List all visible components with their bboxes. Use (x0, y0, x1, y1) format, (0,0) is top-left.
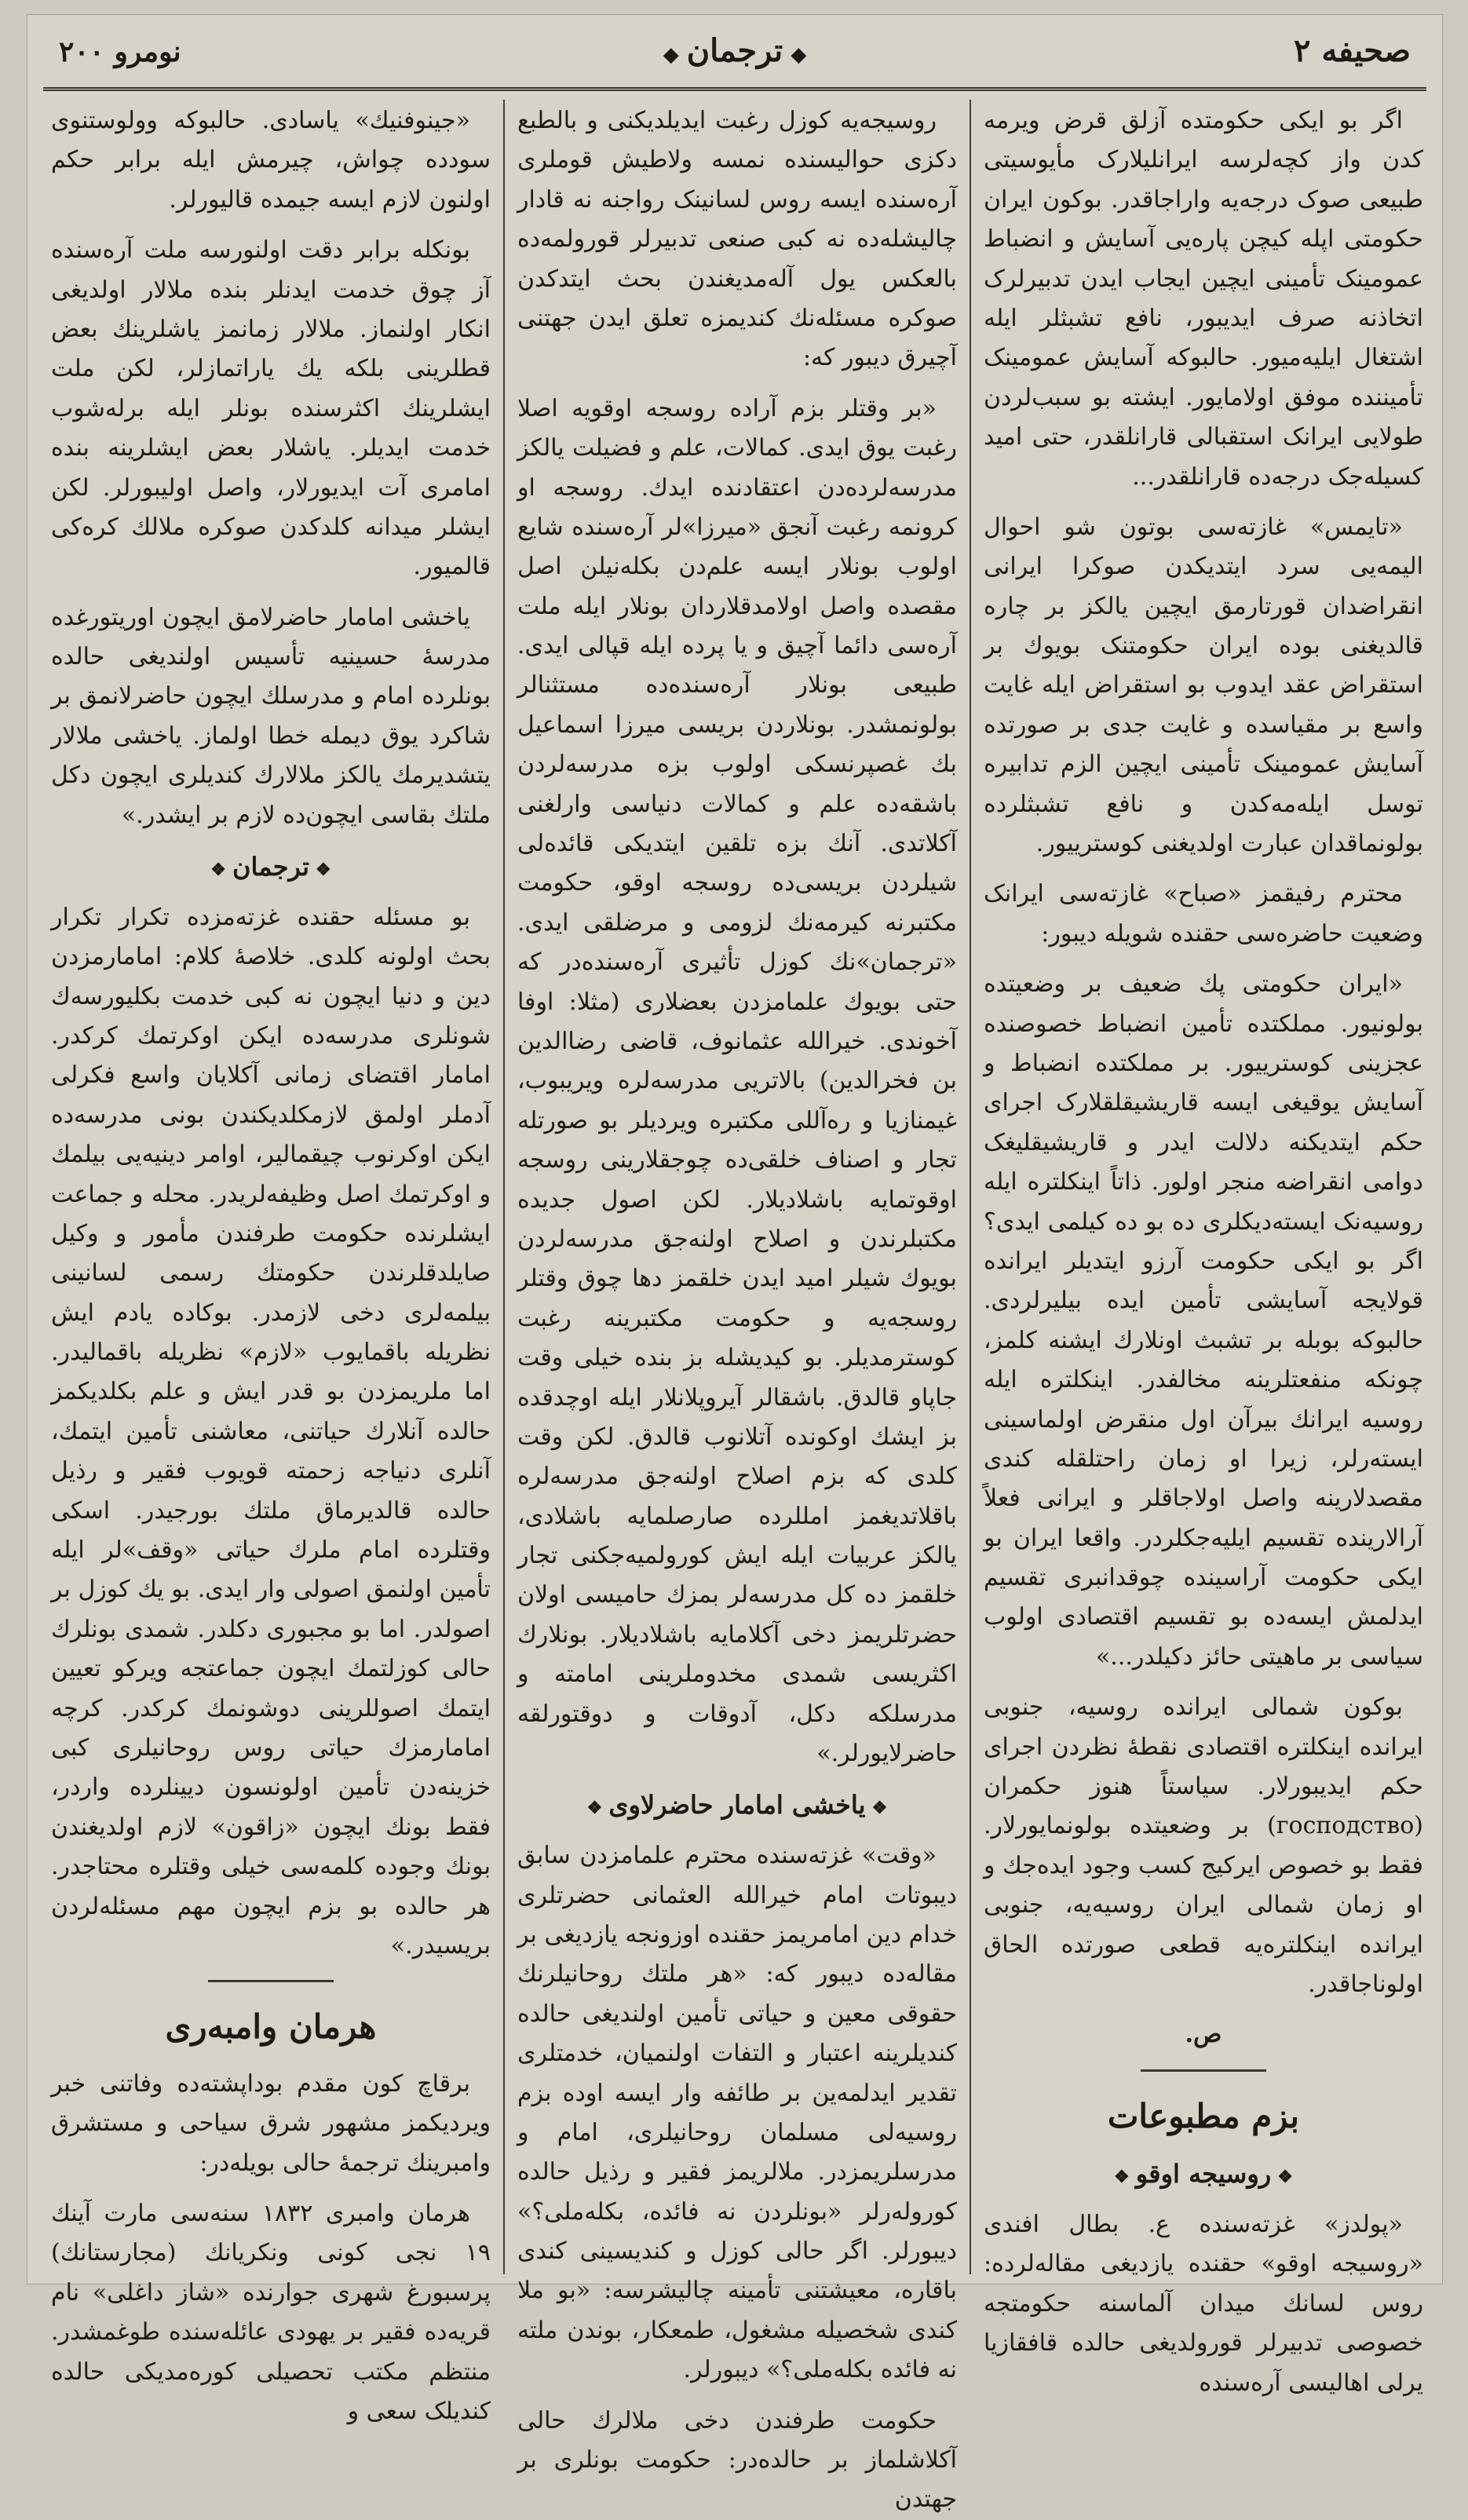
section-heading: ❖ یاخشی امامار حاضرلاوی ❖ (517, 1784, 957, 1827)
paragraph: محترم رفیقمز «صباح» غازته‌سی ایرانک وضعیت حاضره‌سی حقنده شویله دیبور: (984, 880, 1423, 948)
paragraph: «تایمس» غازته‌سی بوتون شو احوال الیمه‌یی سرد ایتدیکدن صوکرا ایرانی انقراضدان قورتارمق ایچین یالکز بر چاره قالدیغنی بوده ایران حکومتنک بویوك بر استقراض عقد ایدوب بو استقراض ایله غایت واسع بر مقیاسده و غایت جدی بر صورتده آسایش عمومینک تأمینی ایچین الزم تدابیره توسل ایله‌مه‌کدن و نافع تشبثلرده بولونماقدان عبارت اولدیغنی کوسترییور. (984, 513, 1423, 858)
paragraph: بوکون شمالی ایرانده روسیه، جنوبی ایرانده اینکلتره اقتصادی نقطهٔ نظردن اجرای حکم ایدیبورلار. سیاستاً هنوز حکمران (господство) بر وضعیتده بولونمایورلار. فقط بو خصوص ایرکیج کسب وجود ایده‌جك و او زمان شمالی ایران روسیه‌یه، جنوبی ایرانده اینکلتره‌یه قطعی صورتده الحاق اولونا‌جاقدر. (984, 1693, 1423, 1998)
paragraph: حکومت طرفندن دخی ملالرك حالی آکلاشلماز بر حالده‌در: حکومت بونلری بر جهتدن (517, 2406, 957, 2514)
paragraph: روسیجه‌یه کوزل رغبت ایدیلدیکنی و بالطبع دکزی حوالیسنده نمسه ولاطیش قوملری آره‌سنده ایسه روس لسانینک رواجنه نه قادار چالیشله‌ده نه کبی صنعی تدبیرلر قورولمه‌ده بالعکس یول آله‌مدیغندن بحث ایتدکدن صوکره مسئله‌نك کندیمزه تعلق ایدن جهتنی آچیرق دیبور که: (517, 107, 957, 372)
paragraph: «ایران حکومتی پك ضعیف بر وضعیتده بولونیور. مملکتده تأمین انضباط خصوصنده عجزینی کوسترییور. بر مملکتده انضباط و آسایش یوقیغی ایسه قاریشیقلقلارک اجرای حکم ایتدیکنه دلالت ایدر و قاریشیقلیغک دوامی انقراضه منجر اولور. ذاتاً اینکلتره ایله روسیه‌نک ایسته‌دیکلری ده بو ده کیلمی ایدی؟ اگر بو ایکی حکومت آرزو ایتدیلر ایرانده قولایجه آسایشی تأمین ایده بیلیرلردی. حالبوکه بوبله بر تشبث اونلارك ایشنه کلمز، چونکه منفعتلرینه مخالفدر. اینکلتره ایله روسیه ایرانك بیرآن اول منقرض اولماسینی ایسته‌رلر، زیرا او زمان راحتلقله کندی مقصدلارینه واصل اولاجاقلر و ایرانی فعلاً آرالارینده تقسیم ایلیه‌جکلردر. واقعا ایران بو ایکی حکومت آراسینده چوقدانبری تقسیم ایدلمش ایسه‌ده بو تقسیم اقتصادی اولوب سیاسی بر ماهیتی حائز دکیلدر...» (984, 970, 1423, 1671)
column-separator (503, 100, 505, 2274)
paragraph: «وقت» غزته‌سنده محترم علمامزدن سابق دیبوتات امام خیرالله العثمانی حضرتلری خدام دین امامریمز حقنده اوزونجه یازدیغی بر مقاله‌ده دیبور که: «هر ملتك روحانیلرنك حقوقی معین و حیاتی تأمین اولندیغی حالده کندیلرینه اعتبار و التفات اولنمیان، خدمتلری تقدیر ایدلمه‌ین بر طائفه وار ایسه اوده بزم روسیه‌لی مسلمان روحانیلری، امام و مدرسلریمزدر. ملالریمز فقیر و رذیل حالده کوروله‌رلر «بونلردن نه فائده، بکله‌ملی؟» دیبورلر. اگر حالی کوزل و کندیسینی کندی باقاره، معیشتنی تأمینه چالیشرسه: «بو ملا کندی شخصیله مشغول، طمعکار، بوندن ملته نه فائده بکله‌ملی؟» دیبورلر. (517, 1842, 957, 2384)
section-divider (208, 1980, 334, 1982)
paragraph: یاخشی امامار حاضرلامق ایچون اوریتورغده مدرسهٔ حسینیه تأسیس اولندیغی حالده بونلرده امام و مدرسلك ایچون حاضرلانمق بر شاکرد یوق دیمله خطا اولماز. یاخشی ملالار یتشدیرمك یالکز ملالارك کندیلری ایچون دکل ملتك بقاسی ایچون‌ده لازم بر ایشدر.» (51, 603, 491, 829)
page-header (27, 15, 1442, 84)
paragraph: برقاچ کون مقدم بوداپشته‌ده وفاتنی خبر ویردیکمز مشهور شرق سیاحی و مستشرق وامبرینك ترجمهٔ حالی بویله‌در: (51, 2069, 491, 2177)
subsection-heading: ❖ روسیجه اوقو ❖ (984, 2153, 1423, 2196)
paragraph: «جینوفنیك» یاسادی. حالبوکه وولوستنوی سودده چواش، چیرمش ایله برابر حکم اولنون لازم ایسه جیمده قالیورلر. (51, 107, 491, 214)
column-2 (517, 101, 957, 2514)
paragraph: «بر وقتلر بزم آراده روسجه اوقویه اصلا رغبت یوق ایدی. کمالات، علم و فضیلت یالکز مدرسه‌لرده‌دن اعتقادنده ایدك. روسجه او کرونمه رغبت آنجق «میرزا»لر آره‌سنده شایع اولوب بونلار ایسه علم‌دن بکله‌نیلن اصل مقصده واصل اولامدقلاردان بونلار ایله ملت آره‌سی دائما آچیق و یا پرده ایله قپالی ایدی. طبیعی بونلار آره‌سنده‌ده مستثنالر بولونمشدر. بونلاردن بریسی میرزا اسماعیل بك غصپرنسکی اولوب بزه مدرسه‌لردن باشقه‌ده علم و کمالات دنیاسی وارلغنی آکلاتدی. آنك بزه تلقین ایتدیکی قائده‌لی شیلردن بریسی‌ده روسجه اوقو، حکومت مکتبرنه کیرمه‌نك لزومی و مرضلقی ایدی. «ترجمان»نك کوزل تأثیری آره‌سنده‌در که حتی بویوك علمامزدن بعضلاری (مثلا: اوفا آخوندی. خیرالله عثمانوف، قاضی رضاالدین بن فخرالدین) بالاتریی مدرسه‌لره ویریبوب، غیمنازیا و ره‌آللی مکتبره ویردیلر بو صورتله تجار و اصناف خلقی‌ده چوجقلارینی روسجه اوقوتمایه باشلادیلار. لکن اصول جدیده مکتبلرندن و اصلاح اولنه‌جق مدرسه‌لردن بویوك شیلر امید ایدن خلقمز دها چوق وقتلر روسجه‌یه و حکومت مکتبرینه رغبت کوسترمدیلر. بو کیدیشله بز بنده خیلی وقت جاپاو قالدق. باشقالر آیروپلانلار ایله اوچدقده بز ایشك اوکونده آتلانوب قالدق. لکن وقت کلدی که بزم اصلاح اولنه‌جق مدرسه‌لره باقلاتدیغمز امللرده صارصلمایه باشلادی، یالکز عربیات ایله ایش کورولمیه‌جکنی تجار خلقمز ده کل مدرسه‌لر بمزك حامیسی اولان حضرتلریمز دخی آکلامایه باشلادیلار. بونلارك اکثریسی شمدی مخدوملرینی امامته و مدرسلکه دکل، آدوقات و دوقتورلقه حاضرلایورلر.» (517, 394, 957, 1768)
paragraph: «پولدز» غزته‌سنده ع. بطال افندی «روسیجه اوقو» حقنده یازدیغی مقاله‌لرده: روس لسانك میدان آلماسنه حکومتجه خصوصی تدبیرلر قورولدیغی حالده قافقازیا یرلی اهالیسی آره‌سنده (984, 2211, 1423, 2397)
masthead-title: ◆ ترجمان ◆ (655, 32, 815, 69)
header-rule (43, 87, 1426, 91)
paragraph: بونکله برابر دقت اولنورسه ملت آره‌سنده آز چوق خدمت ایدنلر بنده ملالار اولدیغی انکار اولنماز. ملالار زمانمز یاشلرینك بعض قطلرینی بلکه یك یاراتمازلر، لکن ملت ایشلرینك اکثرسنده بونلر ایله برله‌شوب خدمت ایدیلر. یاشلار بعض ایشلرینه بنده امامری آت ایدیورلار، واصل اولیبورلر. لکن ایشلر میدانه کلدکدن صوکره ملالك کره‌کی قالمیور. (51, 236, 491, 581)
section-divider (1141, 2069, 1266, 2072)
page-number: صحیفه ۲ (1294, 32, 1411, 69)
column-3 (51, 101, 491, 2425)
paragraph: اگر بو ایکی حکومتده آزلق قرض ویرمه کدن واز کچه‌لرسه ایرانلیلارک مأیوسیتی طبیعی صوک درجه‌یه واراجاقدر. بوکون ایران حکومتی اپله کیچن پاره‌یی آسایش و انضباط عمومینک تأمینی ایچین ایجاب ایدن تدبیرلرک اتخاذنه صرف ایدیبور، نافع تشبثلر ایله اشتغال ایلیه‌میور. حالبوکه آسایش عمومینک تأمیننده موفق اولامایور. ایشته بو سبب‌لردن طولایی ایرانک استقبالی قارانلقدر، حتی امید کسیله‌جک درجه‌ده قارانلقدر... (984, 107, 1423, 491)
author-signature: ص. (1185, 2021, 1222, 2049)
paragraph: بو مسئله حقنده غزته‌مزده تکرار تکرار بحث اولونه کلدی. خلاصهٔ کلام: امامارمزدن دین و دنیا ایچون نه کبی خدمت بکلیورسه‌ك شونلری مدرسه‌ده ایکن اوکرتمك کرکدر. امامار اقتضای زمانی آکلایان واسع فکرلی آدملر اولمق لازمکلدیکندن بونی مدرسه‌ده ایکن اوکرنوب چیقمالیر، اوامر دینیه‌یی بیلمك و اوکرتمك اصل وظیفه‌لریدر. محله و جماعت ایشلرنده حکومت طرفندن مأمور و وکیل صایلدقلرندن حکومتك رسمی لسانینی بیلمه‌لری دخی لازمدر. بوکاده یادم ایش نظریله باقمایوب «لازم» نظریله باقمالیدر. اما ملریمزدن بو قدر ایش و علم بکلدیکمز حالده آنلارك حیاتنی، معاشنی تأمین ایتمك، آنلری دنیاجه زحمته قویوب فقیر و رذیل حالده قالدیرماق ملتك بورجیدر. اسکی وقتلرده امام ملرك حیاتی «وقف»لر ایله تأمین اولنمق اصولی وار ایدی. بو یك کوزل بر اصولدر. اما بو مجبوری دکلدر. شمدی بونلرك حالی کوزلتمك ایچون جماعتجه ویرکو تعیین ایتمك اصوللرینی دوشونمك کرکدر. کرچه امامارمزك حیاتی روس روحانیلری کبی خزینه‌دن تأمین اولونسون دیینلرده واردر، فقط بونك ایچون «زاقون» لازم اولدیغندن بونك وجوده کلمه‌سی خیلی وقتلره محتاجدر. هر حالده بو بزم ایچون مهم مسئله‌لردن بریسیدر.» (51, 903, 491, 1959)
column-separator (970, 100, 971, 2274)
newspaper-page (27, 14, 1443, 2514)
paragraph: هرمان وامبری ۱۸۳۲ سنه‌سی مارت آینك ۱۹ نجی کونی ونکریانك (مجارستانك) پرسبورغ شهری جوارنده «شاز داغلی» نام قریه‌ده فقیر بر یهودی عائله‌سنده طوغمشدر. منتظم مکتب تحصیلی کوره‌مدیکی حالده کندیلک سعی و (51, 2200, 491, 2425)
issue-number: نومرو ۲۰۰ (59, 35, 181, 68)
section-heading: بزم مطبوعات (1107, 2096, 1300, 2135)
column-1 (984, 101, 1423, 2397)
article-heading: هرمان وامبه‌ری (165, 2007, 377, 2047)
section-heading: ❖ ترجمان ❖ (51, 846, 491, 889)
